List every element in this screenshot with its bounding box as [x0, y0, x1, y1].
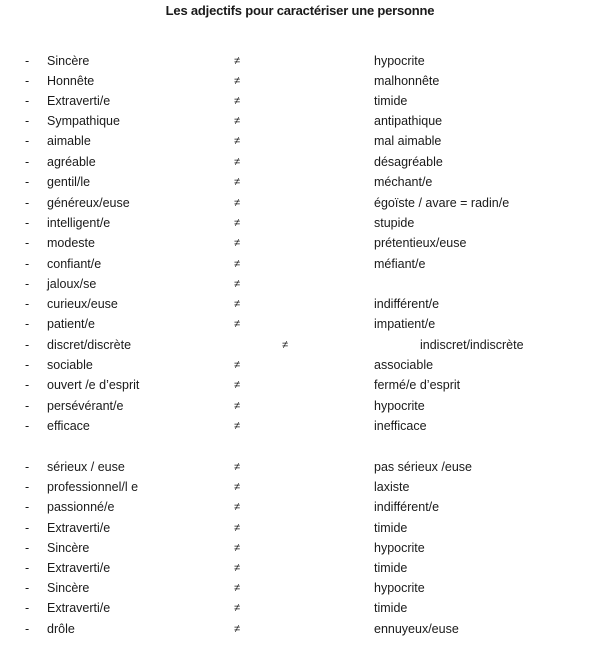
bullet-dash: - — [25, 419, 30, 433]
not-equal-icon: ≠ — [234, 197, 241, 209]
adjective-word: agréable — [47, 155, 96, 169]
not-equal-icon: ≠ — [234, 522, 241, 534]
bullet-dash: - — [25, 54, 30, 68]
opposite-word: timide — [374, 521, 408, 535]
bullet-dash: - — [25, 74, 30, 88]
adjective-row — [0, 295, 600, 313]
bullet-dash: - — [25, 155, 30, 169]
opposite-word: indifférent/e — [374, 297, 440, 311]
not-equal-icon: ≠ — [234, 501, 241, 513]
adjective-word: discret/discrète — [47, 338, 132, 352]
adjective-row — [0, 478, 600, 496]
bullet-dash: - — [25, 175, 30, 189]
opposite-word: pas sérieux /euse — [374, 460, 472, 474]
adjective-word: gentil/le — [47, 175, 91, 189]
opposite-word: désagréable — [374, 155, 443, 169]
not-equal-icon: ≠ — [234, 258, 241, 270]
bullet-dash: - — [25, 257, 30, 271]
adjective-row — [0, 132, 600, 150]
not-equal-icon: ≠ — [234, 55, 241, 67]
adjective-row — [0, 620, 600, 638]
adjective-row — [0, 153, 600, 171]
opposite-word: malhonnête — [374, 74, 440, 88]
adjective-word: ouvert /e d’esprit — [47, 378, 140, 392]
not-equal-icon: ≠ — [234, 278, 241, 290]
adjective-row — [0, 72, 600, 90]
adjective-word: professionnel/l e — [47, 480, 139, 494]
adjective-row — [0, 559, 600, 577]
not-equal-icon: ≠ — [234, 75, 241, 87]
adjective-word: jaloux/se — [47, 277, 97, 291]
bullet-dash: - — [25, 94, 30, 108]
adjective-word: curieux/euse — [47, 297, 118, 311]
bullet-dash: - — [25, 277, 30, 291]
opposite-word: timide — [374, 561, 408, 575]
adjective-word: persévérant/e — [47, 399, 124, 413]
not-equal-icon: ≠ — [234, 318, 241, 330]
opposite-word: hypocrite — [374, 541, 425, 555]
bullet-dash: - — [25, 358, 30, 372]
adjective-word: efficace — [47, 419, 90, 433]
adjective-word: Sincère — [47, 541, 90, 555]
adjective-word: confiant/e — [47, 257, 102, 271]
adjective-row — [0, 336, 600, 354]
opposite-word: laxiste — [374, 480, 410, 494]
adjective-word: Extraverti/e — [47, 561, 111, 575]
opposite-word: fermé/e d’esprit — [374, 378, 461, 392]
adjective-row — [0, 194, 600, 212]
adjective-row — [0, 52, 600, 70]
opposite-word: prétentieux/euse — [374, 236, 467, 250]
bullet-dash: - — [25, 134, 30, 148]
not-equal-icon: ≠ — [234, 156, 241, 168]
document-title: Les adjectifs pour caractériser une personne — [165, 3, 435, 18]
not-equal-icon: ≠ — [234, 623, 241, 635]
bullet-dash: - — [25, 338, 30, 352]
adjective-row — [0, 275, 600, 293]
opposite-word: hypocrite — [374, 399, 425, 413]
not-equal-icon: ≠ — [234, 400, 241, 412]
adjective-word: Extraverti/e — [47, 601, 111, 615]
not-equal-icon: ≠ — [234, 237, 241, 249]
adjective-word: passionné/e — [47, 500, 115, 514]
opposite-word: timide — [374, 94, 408, 108]
not-equal-icon: ≠ — [234, 95, 241, 107]
adjective-row — [0, 376, 600, 394]
bullet-dash: - — [25, 399, 30, 413]
bullet-dash: - — [25, 114, 30, 128]
adjective-row — [0, 315, 600, 333]
not-equal-icon: ≠ — [234, 135, 241, 147]
adjective-word: intelligent/e — [47, 216, 111, 230]
not-equal-icon: ≠ — [234, 379, 241, 391]
adjective-word: sociable — [47, 358, 93, 372]
bullet-dash: - — [25, 480, 30, 494]
adjective-row — [0, 173, 600, 191]
opposite-word: inefficace — [374, 419, 427, 433]
adjective-word: Sympathique — [47, 114, 120, 128]
not-equal-icon: ≠ — [234, 359, 241, 371]
adjective-row — [0, 417, 600, 435]
bullet-dash: - — [25, 317, 30, 331]
bullet-dash: - — [25, 601, 30, 615]
adjective-word: Honnête — [47, 74, 95, 88]
adjective-word: sérieux / euse — [47, 460, 125, 474]
bullet-dash: - — [25, 460, 30, 474]
not-equal-icon: ≠ — [282, 339, 289, 351]
adjective-word: drôle — [47, 622, 75, 636]
not-equal-icon: ≠ — [234, 562, 241, 574]
adjective-row — [0, 112, 600, 130]
opposite-word: impatient/e — [374, 317, 436, 331]
opposite-word: indiscret/indiscrète — [420, 338, 524, 352]
adjective-row — [0, 519, 600, 537]
not-equal-icon: ≠ — [234, 602, 241, 614]
not-equal-icon: ≠ — [234, 115, 241, 127]
not-equal-icon: ≠ — [234, 481, 241, 493]
adjective-row — [0, 539, 600, 557]
bullet-dash: - — [25, 297, 30, 311]
bullet-dash: - — [25, 521, 30, 535]
not-equal-icon: ≠ — [234, 542, 241, 554]
bullet-dash: - — [25, 541, 30, 555]
not-equal-icon: ≠ — [234, 217, 241, 229]
adjective-row — [0, 255, 600, 273]
adjective-row — [0, 356, 600, 374]
opposite-word: hypocrite — [374, 54, 425, 68]
opposite-word: égoïste / avare = radin/e — [374, 196, 510, 210]
adjective-row — [0, 498, 600, 516]
bullet-dash: - — [25, 622, 30, 636]
opposite-word: indifférent/e — [374, 500, 440, 514]
adjective-word: Sincère — [47, 581, 90, 595]
adjective-row — [0, 214, 600, 232]
opposite-word: méfiant/e — [374, 257, 426, 271]
bullet-dash: - — [25, 581, 30, 595]
adjective-row — [0, 92, 600, 110]
adjective-word: Extraverti/e — [47, 521, 111, 535]
adjective-word: modeste — [47, 236, 95, 250]
not-equal-icon: ≠ — [234, 420, 241, 432]
bullet-dash: - — [25, 500, 30, 514]
not-equal-icon: ≠ — [234, 298, 241, 310]
opposite-word: mal aimable — [374, 134, 442, 148]
not-equal-icon: ≠ — [234, 461, 241, 473]
adjective-row — [0, 579, 600, 597]
opposite-word: méchant/e — [374, 175, 433, 189]
opposite-word: associable — [374, 358, 434, 372]
bullet-dash: - — [25, 236, 30, 250]
adjective-word: généreux/euse — [47, 196, 130, 210]
opposite-word: ennuyeux/euse — [374, 622, 459, 636]
adjective-word: aimable — [47, 134, 91, 148]
adjective-row — [0, 458, 600, 476]
adjective-row — [0, 397, 600, 415]
bullet-dash: - — [25, 216, 30, 230]
opposite-word: timide — [374, 601, 408, 615]
bullet-dash: - — [25, 378, 30, 392]
not-equal-icon: ≠ — [234, 582, 241, 594]
adjective-word: patient/e — [47, 317, 95, 331]
not-equal-icon: ≠ — [234, 176, 241, 188]
adjective-word: Extraverti/e — [47, 94, 111, 108]
adjective-word: Sincère — [47, 54, 90, 68]
adjective-row — [0, 599, 600, 617]
bullet-dash: - — [25, 196, 30, 210]
opposite-word: antipathique — [374, 114, 443, 128]
opposite-word: hypocrite — [374, 581, 425, 595]
bullet-dash: - — [25, 561, 30, 575]
opposite-word: stupide — [374, 216, 415, 230]
adjective-row — [0, 234, 600, 252]
